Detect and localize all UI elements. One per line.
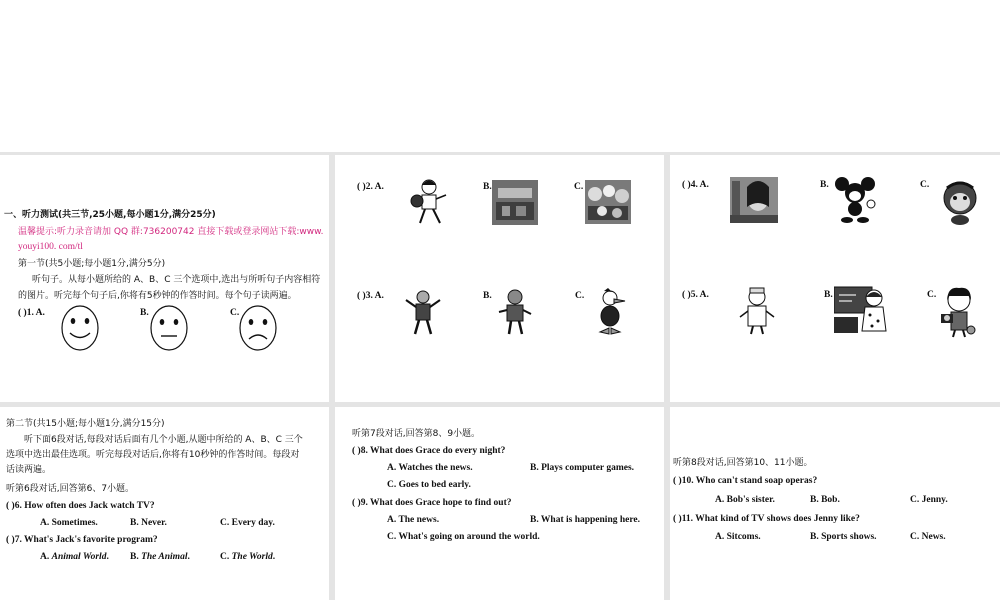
q7-stem: ( )7. What's Jack's favorite program? bbox=[6, 535, 158, 545]
q8-stem: ( )8. What does Grace do every night? bbox=[352, 446, 506, 456]
part1-instructions: 听句子。从每小题所给的 A、B、C 三个选项中,选出与所听句子内容相符 bbox=[32, 275, 321, 285]
neutral-face-icon bbox=[149, 304, 189, 352]
panel-q4-q5 bbox=[670, 155, 1000, 402]
part1-title: 第一节(共5小题;每小题1分,满分5分) bbox=[18, 259, 166, 269]
cartoon-doctor-icon bbox=[738, 287, 776, 335]
q8-option-c: C. Goes to bed early. bbox=[387, 480, 471, 490]
dialog6-title: 听第6段对话,回答第6、7小题。 bbox=[6, 484, 135, 494]
cartoon-boy-drum-icon bbox=[409, 177, 449, 225]
q6-option-b: B. Never. bbox=[130, 518, 167, 528]
download-notice-url: youyi100. com/tl bbox=[18, 242, 83, 252]
section2-title: 第二节(共15小题;每小题1分,满分15分) bbox=[6, 419, 165, 429]
q2-number: ( )2. A. bbox=[357, 182, 384, 192]
q11-stem: ( )11. What kind of TV shows does Jenny like? bbox=[673, 514, 860, 524]
q2-option-b: B. bbox=[483, 182, 492, 192]
q4-option-b: B. bbox=[820, 180, 829, 190]
download-notice: 温馨提示:听力录音请加 QQ 群:736200742 直接下载或登录网站下载:www. bbox=[18, 227, 324, 237]
q3-option-c: C. bbox=[575, 291, 585, 301]
panel-section2 bbox=[0, 407, 329, 600]
q9-option-c: C. What's going on around the world. bbox=[387, 532, 540, 542]
q4-option-c: C. bbox=[920, 180, 930, 190]
q1-option-c: C. bbox=[230, 308, 240, 318]
q9-option-b: B. What is happening here. bbox=[530, 515, 640, 525]
q3-option-b: B. bbox=[483, 291, 492, 301]
top-blank-area bbox=[0, 0, 1000, 152]
q10-option-b: B. Bob. bbox=[810, 495, 840, 505]
section1-heading: 一、听力测试(共三节,25小题,每小题1分,满分25分) bbox=[4, 210, 216, 220]
q1-option-b: B. bbox=[140, 308, 149, 318]
q3-number: ( )3. A. bbox=[357, 291, 384, 301]
cartoon-zombie-icon bbox=[498, 288, 532, 336]
section2-instructions-end: 话读两遍。 bbox=[6, 465, 52, 475]
cartoon-mouse-icon bbox=[833, 176, 877, 224]
q5-option-c: C. bbox=[927, 290, 937, 300]
panel-dialog8 bbox=[670, 407, 1000, 600]
cartoon-man-icon bbox=[403, 288, 443, 336]
section2-instructions-cont: 选项中选出最佳选项。听完每段对话后,你将有10秒钟的作答时间。每段对 bbox=[6, 450, 300, 460]
q6-stem: ( )6. How often does Jack watch TV? bbox=[6, 501, 155, 511]
happy-face-icon bbox=[60, 304, 100, 352]
dialog7-title: 听第7段对话,回答第8、9小题。 bbox=[352, 429, 481, 439]
part1-instructions-cont: 的图片。听完每个句子后,你将有5秒钟的作答时间。每个句子读两遍。 bbox=[18, 291, 297, 301]
q10-option-a: A. Bob's sister. bbox=[715, 495, 775, 505]
q9-option-a: A. The news. bbox=[387, 515, 440, 525]
q8-option-a: A. Watches the news. bbox=[387, 463, 473, 473]
tv-show-photo-icon bbox=[492, 180, 538, 225]
q4-number: ( )4. A. bbox=[682, 180, 709, 190]
q5-number: ( )5. A. bbox=[682, 290, 709, 300]
q8-option-b: B. Plays computer games. bbox=[530, 463, 635, 473]
q2-option-c: C. bbox=[574, 182, 584, 192]
panel-section1 bbox=[0, 155, 329, 402]
q11-option-a: A. Sitcoms. bbox=[715, 532, 761, 542]
cartoon-monkey-icon bbox=[937, 178, 983, 226]
panel-dialog7 bbox=[335, 407, 664, 600]
section2-instructions: 听下面6段对话,每段对话后面有几个小题,从题中所给的 A、B、C 三个 bbox=[24, 435, 303, 445]
q1-number: ( )1. A. bbox=[18, 308, 45, 318]
q11-option-c: C. News. bbox=[910, 532, 946, 542]
q7-option-c: C. The World. bbox=[220, 552, 276, 562]
cartoon-teacher-icon bbox=[834, 285, 888, 337]
q10-option-c: C. Jenny. bbox=[910, 495, 948, 505]
panel-q2-q3 bbox=[335, 155, 664, 402]
q10-stem: ( )10. Who can't stand soap operas? bbox=[673, 476, 818, 486]
q11-option-b: B. Sports shows. bbox=[810, 532, 877, 542]
cartoon-group-photo-icon bbox=[585, 180, 631, 224]
dialog8-title: 听第8段对话,回答第10、11小题。 bbox=[673, 458, 813, 468]
q6-option-c: C. Every day. bbox=[220, 518, 275, 528]
q5-option-b: B. bbox=[824, 290, 833, 300]
movie-poster-photo-icon bbox=[730, 177, 778, 223]
cartoon-duck-icon bbox=[592, 288, 628, 336]
q7-option-b: B. The Animal. bbox=[130, 552, 190, 562]
cartoon-girl-camera-icon bbox=[937, 286, 981, 338]
q7-option-a: A. Animal World. bbox=[40, 552, 109, 562]
sad-face-icon bbox=[238, 304, 278, 352]
q6-option-a: A. Sometimes. bbox=[40, 518, 98, 528]
q9-stem: ( )9. What does Grace hope to find out? bbox=[352, 498, 512, 508]
